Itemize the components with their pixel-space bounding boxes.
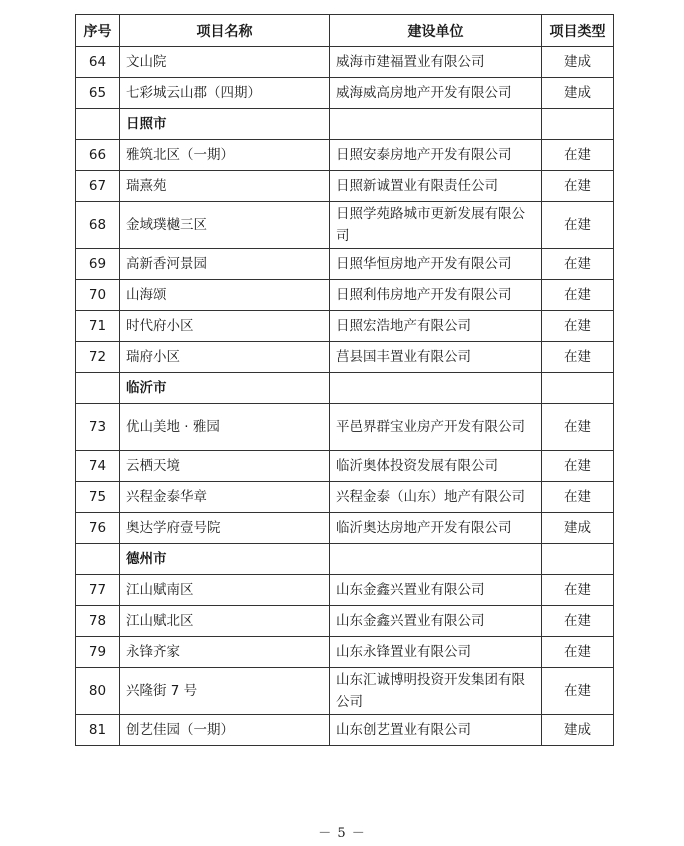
row-number: 73 [76,404,120,451]
table-row [76,513,614,544]
row-number: 72 [76,342,120,373]
project-type: 在建 [542,668,614,715]
row-number: 80 [76,668,120,715]
table-row [76,311,614,342]
table-row [76,404,614,451]
row-number [76,109,120,140]
row-number: 66 [76,140,120,171]
row-number: 81 [76,715,120,746]
table-row [76,606,614,637]
construction-unit: 日照学苑路城市更新发展有限公司 [330,202,542,249]
row-number [76,544,120,575]
construction-unit: 日照华恒房地产开发有限公司 [330,249,542,280]
construction-unit [330,544,542,575]
city-name: 临沂市 [120,373,330,404]
project-type: 在建 [542,140,614,171]
table-row [76,249,614,280]
row-number: 68 [76,202,120,249]
table-row [76,668,614,715]
project-type: 在建 [542,249,614,280]
row-number: 79 [76,637,120,668]
construction-unit: 威海市建福置业有限公司 [330,47,542,78]
construction-unit: 莒县国丰置业有限公司 [330,342,542,373]
row-number: 65 [76,78,120,109]
table-row [76,202,614,249]
construction-unit: 威海威高房地产开发有限公司 [330,78,542,109]
project-type: 建成 [542,47,614,78]
city-name: 日照市 [120,109,330,140]
project-type: 在建 [542,575,614,606]
table-row [76,280,614,311]
row-number: 78 [76,606,120,637]
construction-unit: 山东永锋置业有限公司 [330,637,542,668]
construction-unit: 兴程金泰（山东）地产有限公司 [330,482,542,513]
construction-unit: 山东金鑫兴置业有限公司 [330,606,542,637]
construction-unit: 山东创艺置业有限公司 [330,715,542,746]
project-type: 建成 [542,715,614,746]
row-number: 75 [76,482,120,513]
table-row [76,171,614,202]
table-body [76,47,614,746]
table-row [76,575,614,606]
project-name: 瑞熹苑 [120,171,330,202]
project-type [542,109,614,140]
project-type: 建成 [542,513,614,544]
construction-unit [330,109,542,140]
row-number: 67 [76,171,120,202]
header-number: 序号 [76,15,120,47]
construction-unit: 临沂奥达房地产开发有限公司 [330,513,542,544]
project-type [542,373,614,404]
project-name: 文山院 [120,47,330,78]
project-type: 在建 [542,606,614,637]
table-header-row [76,15,614,47]
page-number: － 5 － [318,826,366,841]
table-row [76,482,614,513]
project-name: 山海颂 [120,280,330,311]
project-name: 江山赋北区 [120,606,330,637]
project-name: 创艺佳园（一期） [120,715,330,746]
project-name: 优山美地 · 雅园 [120,404,330,451]
project-table [75,14,614,746]
city-name: 德州市 [120,544,330,575]
project-type: 建成 [542,78,614,109]
header-project-type: 项目类型 [542,15,614,47]
header-construction-unit: 建设单位 [330,15,542,47]
project-type: 在建 [542,404,614,451]
project-name: 雅筑北区（一期） [120,140,330,171]
project-name: 七彩城云山郡（四期） [120,78,330,109]
project-type: 在建 [542,280,614,311]
construction-unit: 日照安泰房地产开发有限公司 [330,140,542,171]
city-section-row [76,109,614,140]
construction-unit [330,373,542,404]
construction-unit: 山东汇诚博明投资开发集团有限公司 [330,668,542,715]
project-type: 在建 [542,202,614,249]
construction-unit: 日照新诚置业有限责任公司 [330,171,542,202]
project-name: 江山赋南区 [120,575,330,606]
row-number: 77 [76,575,120,606]
header-project-name: 项目名称 [120,15,330,47]
construction-unit: 日照宏浩地产有限公司 [330,311,542,342]
project-name: 永锋齐家 [120,637,330,668]
table-row [76,47,614,78]
row-number: 64 [76,47,120,78]
row-number: 69 [76,249,120,280]
project-name: 高新香河景园 [120,249,330,280]
table-row [76,715,614,746]
city-section-row [76,373,614,404]
project-name: 金域璞樾三区 [120,202,330,249]
project-name: 时代府小区 [120,311,330,342]
row-number: 74 [76,451,120,482]
project-name: 云栖天境 [120,451,330,482]
project-type: 在建 [542,171,614,202]
project-name: 奥达学府壹号院 [120,513,330,544]
project-name: 兴隆街 7 号 [120,668,330,715]
row-number: 70 [76,280,120,311]
project-type: 在建 [542,342,614,373]
table-row [76,451,614,482]
project-type: 在建 [542,637,614,668]
row-number: 76 [76,513,120,544]
project-name: 兴程金泰华章 [120,482,330,513]
row-number: 71 [76,311,120,342]
project-type: 在建 [542,482,614,513]
project-name: 瑞府小区 [120,342,330,373]
project-type: 在建 [542,311,614,342]
city-section-row [76,544,614,575]
table-row [76,637,614,668]
table-row [76,140,614,171]
table-row [76,342,614,373]
construction-unit: 日照利伟房地产开发有限公司 [330,280,542,311]
row-number [76,373,120,404]
construction-unit: 临沂奥体投资发展有限公司 [330,451,542,482]
project-type [542,544,614,575]
construction-unit: 平邑界群宝业房产开发有限公司 [330,404,542,451]
construction-unit: 山东金鑫兴置业有限公司 [330,575,542,606]
table-row [76,78,614,109]
project-type: 在建 [542,451,614,482]
